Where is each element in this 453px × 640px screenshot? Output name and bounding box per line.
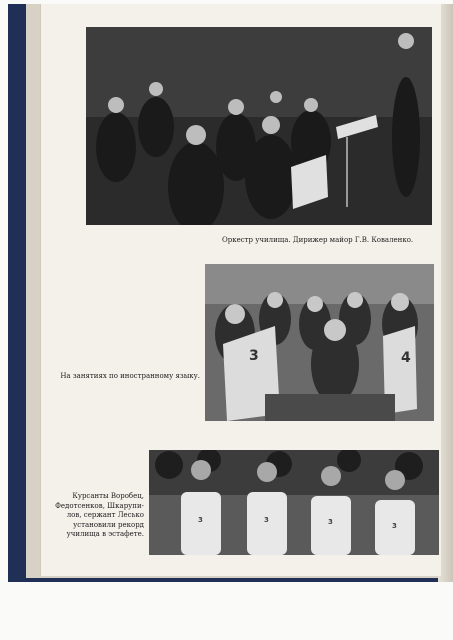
caption-relay — [50, 492, 144, 540]
photo-language-lab — [205, 264, 434, 421]
jersey-number-1: 3 — [198, 516, 203, 524]
caption-orchestra: Оркестр училища. Дирижер майор Г.В. Коваленко. — [222, 236, 414, 244]
jersey-number-3: 3 — [328, 518, 333, 526]
caption-relay-line: училища в эстафете. — [66, 530, 144, 539]
jersey-number-4: 3 — [392, 522, 397, 530]
caption-language: На занятиях по иностранному языку. — [60, 372, 200, 380]
photo-orchestra — [86, 27, 432, 225]
photo-relay-team — [149, 450, 439, 555]
caption-relay-line: лов, сержант Лесько — [66, 511, 144, 520]
caption-relay-line: Курсанты Воробец, — [72, 492, 144, 500]
jersey-number-2: 3 — [264, 516, 269, 524]
caption-relay-line: Федотсенков, Шкарупи- — [55, 501, 144, 510]
caption-relay-line: установили рекорд — [73, 520, 144, 529]
booth-number-4: 4 — [401, 350, 411, 366]
booth-number-3: 3 — [249, 348, 259, 364]
